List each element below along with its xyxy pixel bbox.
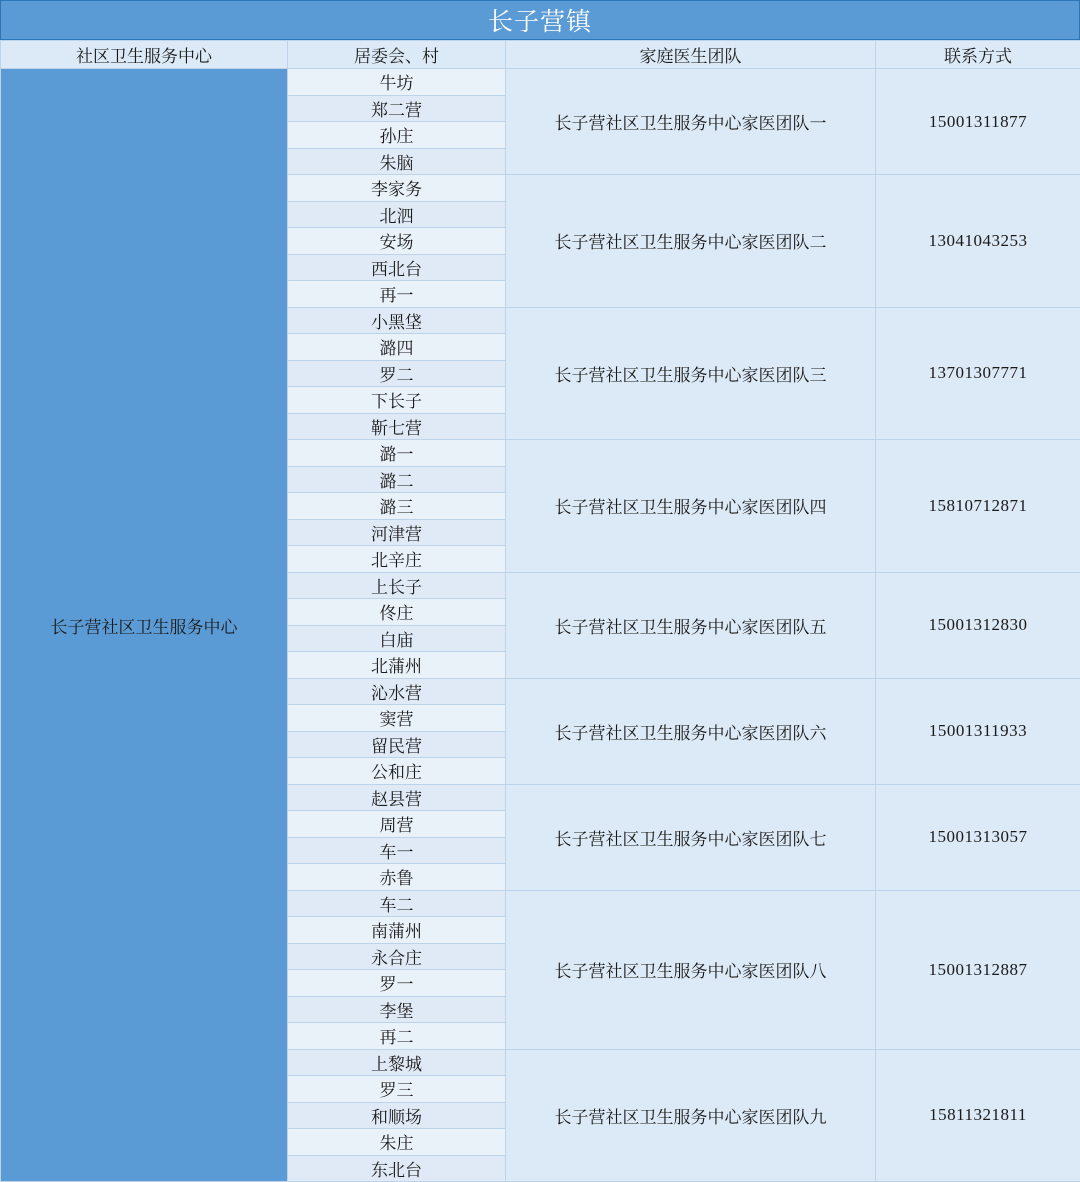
village-name-cell: 李家务 [288,175,506,202]
village-name-cell: 潞四 [288,334,506,361]
village-name-cell: 赤鲁 [288,864,506,891]
village-name-cell: 安场 [288,228,506,255]
village-name-cell: 西北台 [288,254,506,281]
village-name-cell: 北蒲州 [288,652,506,679]
family-doctor-team-cell: 长子营社区卫生服务中心家医团队四 [506,440,876,573]
family-doctor-team-cell: 长子营社区卫生服务中心家医团队一 [506,69,876,175]
contact-phone-cell: 15001312830 [876,572,1080,678]
village-name-cell: 车二 [288,890,506,917]
village-name-cell: 潞一 [288,440,506,467]
village-name-cell: 窦营 [288,705,506,732]
column-header-contact: 联系方式 [876,41,1080,69]
village-name-cell: 孙庄 [288,122,506,149]
village-name-cell: 周营 [288,811,506,838]
village-name-cell: 小黑垡 [288,307,506,334]
family-doctor-team-cell: 长子营社区卫生服务中心家医团队三 [506,307,876,440]
village-name-cell: 郑二营 [288,95,506,122]
contact-phone-cell: 15001311877 [876,69,1080,175]
village-name-cell: 和顺场 [288,1102,506,1129]
village-name-cell: 罗三 [288,1076,506,1103]
village-name-cell: 白庙 [288,625,506,652]
village-name-cell: 上黎城 [288,1049,506,1076]
village-name-cell: 北辛庄 [288,546,506,573]
header-row [1,41,1080,69]
page-title: 长子营镇 [0,0,1080,40]
village-name-cell: 河津营 [288,519,506,546]
village-name-cell: 李堡 [288,996,506,1023]
contact-phone-cell: 13041043253 [876,175,1080,308]
village-name-cell: 牛坊 [288,69,506,96]
village-name-cell: 再一 [288,281,506,308]
contact-phone-cell: 15001313057 [876,784,1080,890]
contact-phone-cell: 15001311933 [876,678,1080,784]
community-health-center-name: 长子营社区卫生服务中心 [1,69,288,1182]
family-doctor-team-table [0,40,1080,1182]
contact-phone-cell: 15811321811 [876,1049,1080,1182]
table-body [1,69,1080,1182]
family-doctor-team-cell: 长子营社区卫生服务中心家医团队九 [506,1049,876,1182]
village-name-cell: 靳七营 [288,413,506,440]
column-header-village: 居委会、村 [288,41,506,69]
village-name-cell: 罗二 [288,360,506,387]
village-name-cell: 佟庄 [288,599,506,626]
village-name-cell: 留民营 [288,731,506,758]
contact-phone-cell: 15810712871 [876,440,1080,573]
village-name-cell: 东北台 [288,1155,506,1182]
family-doctor-team-cell: 长子营社区卫生服务中心家医团队七 [506,784,876,890]
village-name-cell: 潞二 [288,466,506,493]
village-name-cell: 赵县营 [288,784,506,811]
village-name-cell: 车一 [288,837,506,864]
family-doctor-team-cell: 长子营社区卫生服务中心家医团队二 [506,175,876,308]
village-name-cell: 再二 [288,1023,506,1050]
village-name-cell: 上长子 [288,572,506,599]
village-name-cell: 朱脑 [288,148,506,175]
village-name-cell: 公和庄 [288,758,506,785]
table-row [1,69,1080,96]
table-header [1,41,1080,69]
village-name-cell: 南蒲州 [288,917,506,944]
village-name-cell: 朱庄 [288,1129,506,1156]
family-doctor-team-cell: 长子营社区卫生服务中心家医团队八 [506,890,876,1049]
village-name-cell: 罗一 [288,970,506,997]
village-name-cell: 沁水营 [288,678,506,705]
column-header-center: 社区卫生服务中心 [1,41,288,69]
village-name-cell: 永合庄 [288,943,506,970]
village-name-cell: 下长子 [288,387,506,414]
column-header-team: 家庭医生团队 [506,41,876,69]
contact-phone-cell: 15001312887 [876,890,1080,1049]
village-name-cell: 潞三 [288,493,506,520]
village-name-cell: 北泗 [288,201,506,228]
family-doctor-team-cell: 长子营社区卫生服务中心家医团队五 [506,572,876,678]
contact-phone-cell: 13701307771 [876,307,1080,440]
family-doctor-team-cell: 长子营社区卫生服务中心家医团队六 [506,678,876,784]
